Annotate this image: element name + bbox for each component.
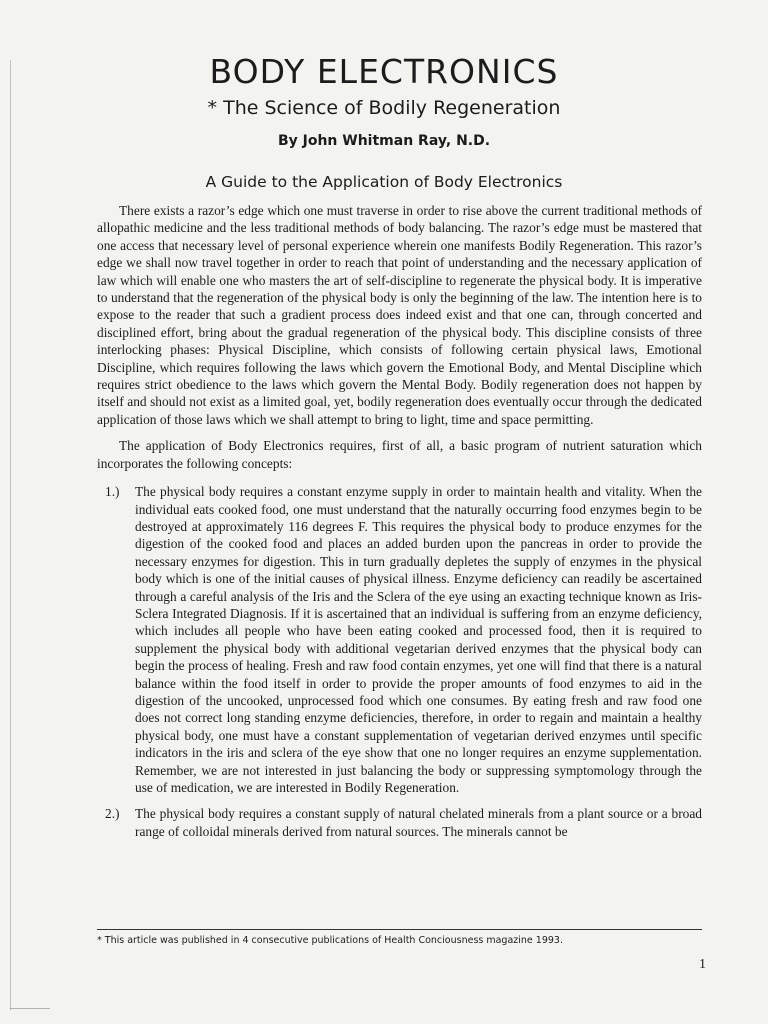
scan-shadow-bottom [10,1008,50,1009]
scan-shadow-edge [10,60,11,1010]
list-item-text: The physical body requires a constant supply of natural chelated minerals from a plant source or a broad range of colloidal minerals derived from natural sources. The minerals cannot be [135,806,702,839]
list-item-text: The physical body requires a constant enzyme supply in order to maintain health and vitality. When the individual eats cooked food, one must understand that the naturally occurring food enzymes begin to be destroyed at approximately 116 degrees F. This requires the physical body to produce enzymes for the digestion of the cooked food and places an added burden upon the pancreas in order to provide the necessary enzymes for digestion. This in turn gradually depletes the supply of enzymes in the physical body which is one of the initial causes of physical illness. Enzyme deficiency can readily be ascertained through a careful analysis of the Iris and the Sclera of the eye using an exacting technique known as Iris-Sclera Integrated Diagnosis. If it is ascertained that an individual is suffering from an enzyme deficiency, which includes all people who have been eating cooked and processed food, then it is required to supplement the physical body with additional vegetarian derived enzymes that the physical body can begin the process of healing. Fresh and raw food contain enzymes, yet one will find that there is a natural balance within the food itself in order to provide the proper amounts of food enzymes to aid in the digestion of the uncooked, unprocessed food which one consumes. By eating fresh and raw food one does not correct long standing enzyme deficiencies, therefore, in order to regain and maintain a healthy physical body, one must have a constant supplementation of vegetarian derived enzymes until specific indicators in the iris and sclera of the eye show that one no longer requires an enzyme supplementation. Remember, we are not interested in just balancing the body or suppressing symptomology through the use of medication, we are interested in Bodily Regeneration. [135,484,702,795]
program-paragraph: The application of Body Electronics requires, first of all, a basic program of nutrient saturation which incorporates the following concepts: [97,438,702,471]
author-byline: By John Whitman Ray, N.D. [277,133,491,149]
article-body [97,202,702,849]
footnote: * This article was published in 4 consecutive publications of Health Conciousness magazine 1993. [97,935,563,946]
section-heading: A Guide to the Application of Body Electronics [205,173,563,191]
list-item [97,483,702,796]
page-number: 1 [699,957,706,972]
list-item [97,805,702,840]
list-item-number: 2.) [105,806,120,822]
article-subtitle: * The Science of Bodily Regeneration [207,97,561,119]
concept-list [97,483,702,840]
intro-paragraph: There exists a razor’s edge which one must traverse in order to rise above the current traditional methods of allopathic medicine and the less traditional methods of body balancing. The razor’s edge must be mastered that one access that necessary level of personal experience wherein one manifests Bodily Regeneration. This razor’s edge we shall now travel together in order to reach that point of understanding and the necessary application of law which will enable one who masters the art of self-discipline to regenerate the physical body. It is imperative to understand that the regeneration of the physical body is only the beginning of the law. The intention here is to expose to the reader that such a gradient process does indeed exist and that one can, through concerted and disciplined effort, bring about the gradual regeneration of the physical body. This discipline consists of three interlocking phases: Physical Discipline, which consists of following certain physical laws, Emotional Discipline, which requires following the laws which govern the Emotional Body, and Mental Discipline which requires strict obedience to the laws which govern the Mental Body. Bodily regeneration does not happen by itself and should not exist as a limited goal, yet, bodily regeneration does eventually occur through the dedicated application of those laws which we shall attempt to bring to light, time and space permitting. [97,203,702,427]
footnote-divider [97,929,702,930]
list-item-number: 1.) [105,484,120,500]
article-title: BODY ELECTRONICS [209,52,559,91]
